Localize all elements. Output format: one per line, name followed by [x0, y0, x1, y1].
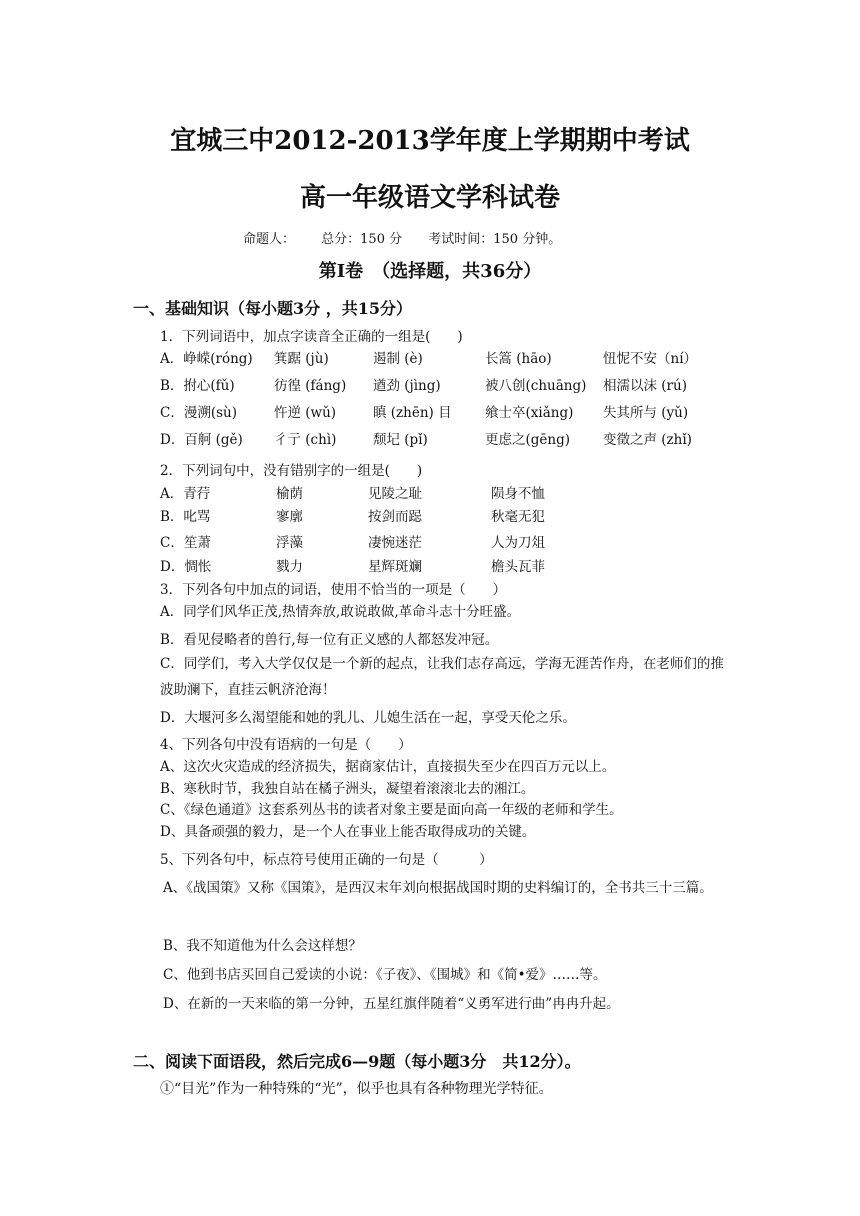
meta-time: 考试时间：150 分钟。 — [428, 232, 562, 247]
q2-cell: 按剑而跽 — [368, 509, 422, 525]
q2-cell: 秋毫无犯 — [491, 509, 545, 525]
q3-option-d: D．大堰河多么渴望能和她的乳儿、儿媳生活在一起，享受天伦之乐。 — [160, 710, 576, 726]
q4-option-a: A、这次火灾造成的经济损失，据商家估计，直接损失至少在四百万元以上。 — [160, 759, 616, 775]
q1-cell: 忸怩不安（ní） — [603, 351, 698, 367]
section1-title: 一、基础知识（每小题3分 ，共15分） — [133, 299, 412, 318]
q3-stem: 3．下列各句中加点的词语，使用不恰当的一项是（ ） — [160, 582, 507, 598]
q2-cell: 凄惋迷茫 — [368, 535, 422, 551]
q1-cell: 变徵之声 (zhǐ) — [603, 432, 692, 448]
q2-cell: 檐头瓦菲 — [491, 559, 545, 575]
q5-stem: 5、下列各句中，标点符号使用正确的一句是（ ） — [160, 852, 493, 868]
q2-cell: A．青荇 — [160, 486, 211, 502]
exam-meta — [243, 228, 583, 247]
q2-cell: 榆荫 — [276, 486, 303, 502]
q1-cell: B．拊心(fǔ) — [160, 378, 235, 394]
exam-title: 宜城三中2012-2013学年度上学期期中考试 — [170, 126, 690, 156]
q1-cell: C．漫溯(sù) — [160, 405, 237, 421]
q1-cell: 遒劲 (jìng) — [373, 378, 441, 394]
meta-author: 命题人： — [243, 232, 296, 247]
q1-cell: 颓圮 (pǐ) — [373, 432, 428, 448]
meta-total: 总分：150 分 — [321, 232, 403, 247]
q1-cell: 箕踞 (jù) — [274, 351, 329, 367]
part1-title: 第Ⅰ卷 （选择题，共36分） — [318, 261, 542, 282]
q1-cell: A．峥嵘(róng) — [160, 351, 253, 367]
q1-cell: 更虑之(gēng) — [485, 432, 571, 448]
q1-cell: 相濡以沫 (rú) — [603, 378, 687, 394]
reading-paragraph-1: ①“目光”作为一种特殊的“光”，似乎也具有各种物理光学特征。 — [160, 1081, 553, 1097]
q2-cell: B．叱骂 — [160, 509, 211, 525]
q1-cell: 被八创(chuāng) — [485, 378, 587, 394]
q2-cell: 陨身不恤 — [491, 486, 545, 502]
q1-cell: D．百舸 (gě) — [160, 432, 243, 448]
q1-cell: 彳亍 (chì) — [274, 432, 337, 448]
q2-cell: 人为刀俎 — [491, 535, 545, 551]
q5-option-d: D、在新的一天来临的第一分钟，五星红旗伴随着“义勇军进行曲”冉冉升起。 — [163, 996, 620, 1012]
q4-option-c: C、《绿色通道》这套系列丛书的读者对象主要是面向高一年级的老师和学生。 — [160, 802, 623, 818]
section2-title: 二、阅读下面语段，然后完成6—9题（每小题3分 共12分）。 — [133, 1052, 581, 1071]
q3-option-c: C．同学们，考入大学仅仅是一个新的起点，让我们志存高远，学海无涯苦作舟，在老师们的推波助澜下，直挂云帆济沧海！ — [160, 656, 724, 698]
q2-stem: 2．下列词句中，没有错别字的一组是( ) — [160, 463, 423, 479]
exam-subtitle: 高一年级语文学科试卷 — [299, 183, 560, 213]
q4-option-d: D、具备顽强的毅力，是一个人在事业上能否取得成功的关键。 — [160, 824, 536, 840]
q1-cell: 彷徨 (fáng) — [274, 378, 347, 394]
q2-cell: 星辉斑斓 — [368, 559, 422, 575]
q1-stem: 1．下列词语中，加点字读音全正确的一组是( ) — [160, 329, 463, 345]
q2-cell: 寥廓 — [276, 509, 303, 525]
q4-option-b: B、寒秋时节，我独自站在橘子洲头，凝望着滚滚北去的湘江。 — [160, 781, 535, 797]
q1-cell: 遏制 (è) — [373, 351, 423, 367]
q2-cell: 戮力 — [276, 559, 303, 575]
q1-cell: 失其所与 (yǔ) — [603, 405, 689, 421]
q2-cell: D．惆怅 — [160, 559, 212, 575]
q1-cell: 飨士卒(xiǎng) — [485, 405, 574, 421]
q1-cell: 长篙 (hāo) — [485, 351, 552, 367]
q2-cell: 浮藻 — [276, 535, 303, 551]
q2-cell: C．笙萧 — [160, 535, 211, 551]
q3-option-a: A．同学们风华正茂,热情奔放,敢说敢做,革命斗志十分旺盛。 — [160, 604, 521, 620]
q5-option-b: B、我不知道他为什么会这样想？ — [163, 938, 362, 954]
q5-option-a: A、《战国策》又称《国策》，是西汉末年刘向根据战国时期的史料编订的，全书共三十三篇。 — [163, 880, 713, 896]
q2-cell: 见陵之耻 — [368, 486, 422, 502]
q1-cell: 忤逆 (wǔ) — [274, 405, 337, 421]
q5-option-c: C、他到书店买回自己爱读的小说：《子夜》、《围城》和《简•爱》……等。 — [163, 967, 607, 983]
q1-cell: 瞋 (zhēn) 目 — [373, 405, 452, 421]
q4-stem: 4、下列各句中没有语病的一句是（ ） — [160, 737, 412, 753]
q3-option-b: B．看见侵略者的兽行,每一位有正义感的人都怒发冲冠。 — [160, 632, 499, 648]
